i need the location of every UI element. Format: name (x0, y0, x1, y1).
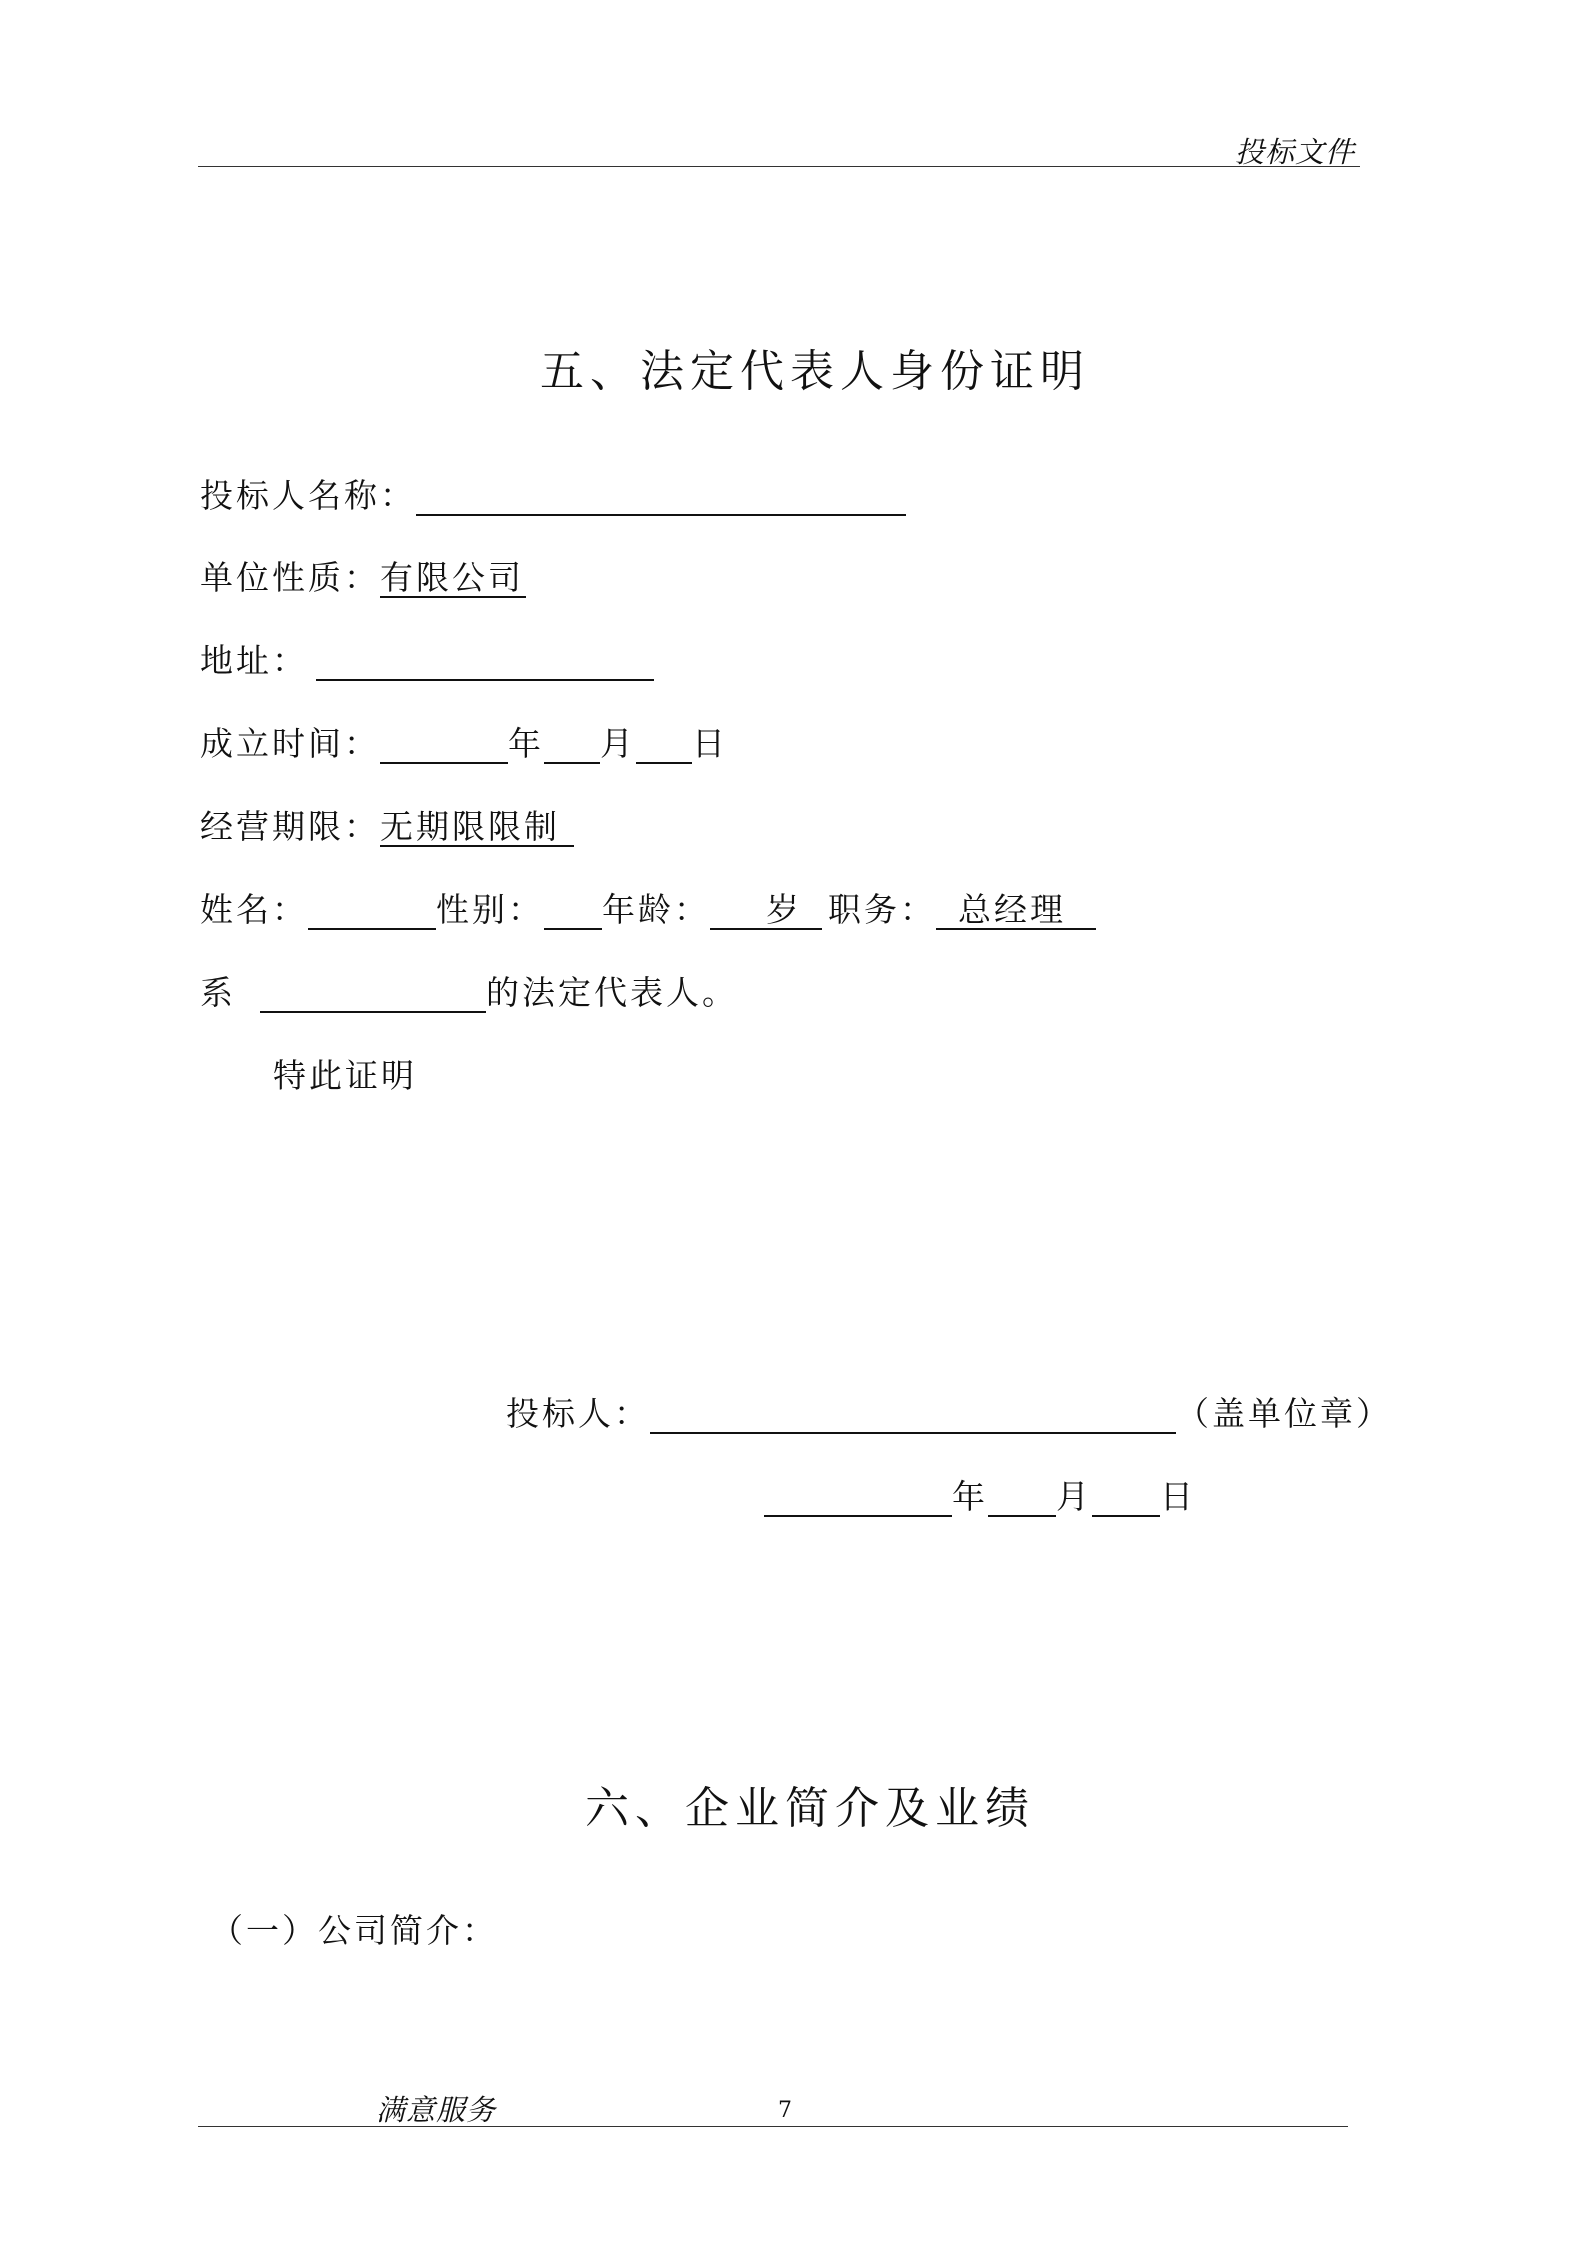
bidder-name-row (200, 476, 906, 516)
unit-nature-value: 有限公司 (380, 558, 524, 597)
of-suffix: 的法定代表人。 (486, 973, 738, 1012)
founded-day-unit: 日 (692, 724, 728, 763)
gender-label: 性别： (436, 890, 544, 929)
bidder-label: 投标人： (506, 1394, 650, 1433)
founded-year-blank[interactable] (380, 728, 508, 764)
term-row (200, 807, 574, 847)
name-label: 姓名： (200, 890, 308, 929)
age-value: 岁 (710, 892, 822, 930)
sign-year-unit: 年 (952, 1477, 988, 1516)
name-blank[interactable] (308, 894, 436, 930)
founded-day-blank[interactable] (636, 728, 692, 764)
company-intro-heading: （一）公司简介： (210, 1911, 498, 1950)
bidder-name-blank[interactable] (416, 480, 906, 516)
bidder-blank[interactable] (650, 1398, 1176, 1434)
header-rule (198, 166, 1360, 167)
footer-rule (198, 2126, 1348, 2127)
header-text: 投标文件 (1235, 135, 1356, 169)
position-value: 总经理 (936, 892, 1096, 930)
position-label: 职务： (828, 890, 936, 929)
gender-blank[interactable] (544, 894, 602, 930)
age-label: 年龄： (602, 890, 710, 929)
of-prefix: 系 (200, 973, 236, 1012)
address-label: 地址： (200, 641, 308, 680)
section5-title: 五、法定代表人身份证明 (540, 346, 1090, 397)
company-blank[interactable] (260, 977, 486, 1013)
section6-title: 六、企业简介及业绩 (585, 1783, 1035, 1834)
term-label: 经营期限： (200, 807, 380, 846)
page-number: 7 (778, 2098, 792, 2123)
sign-day-unit: 日 (1160, 1477, 1196, 1516)
unit-nature-row (200, 558, 526, 598)
founded-label: 成立时间： (200, 724, 380, 763)
sign-date-row (764, 1477, 1196, 1517)
address-row (200, 641, 654, 681)
sign-month-blank[interactable] (988, 1481, 1056, 1517)
founded-month-blank[interactable] (544, 728, 600, 764)
address-blank[interactable] (316, 645, 654, 681)
sign-day-blank[interactable] (1092, 1481, 1160, 1517)
term-value: 无期限限制 (380, 809, 574, 847)
bidder-sign-row (506, 1394, 1392, 1434)
footer-text: 满意服务 (376, 2093, 497, 2127)
sign-year-blank[interactable] (764, 1481, 952, 1517)
legal-rep-row (200, 973, 738, 1013)
founded-month-unit: 月 (600, 724, 636, 763)
certify-text: 特此证明 (273, 1056, 417, 1095)
sign-month-unit: 月 (1056, 1477, 1092, 1516)
unit-nature-label: 单位性质： (200, 558, 380, 597)
personal-info-row (200, 890, 1096, 930)
seal-note: （盖单位章） (1176, 1394, 1392, 1433)
founded-year-unit: 年 (508, 724, 544, 763)
bidder-name-label: 投标人名称： (200, 476, 416, 515)
founded-row (200, 724, 728, 764)
